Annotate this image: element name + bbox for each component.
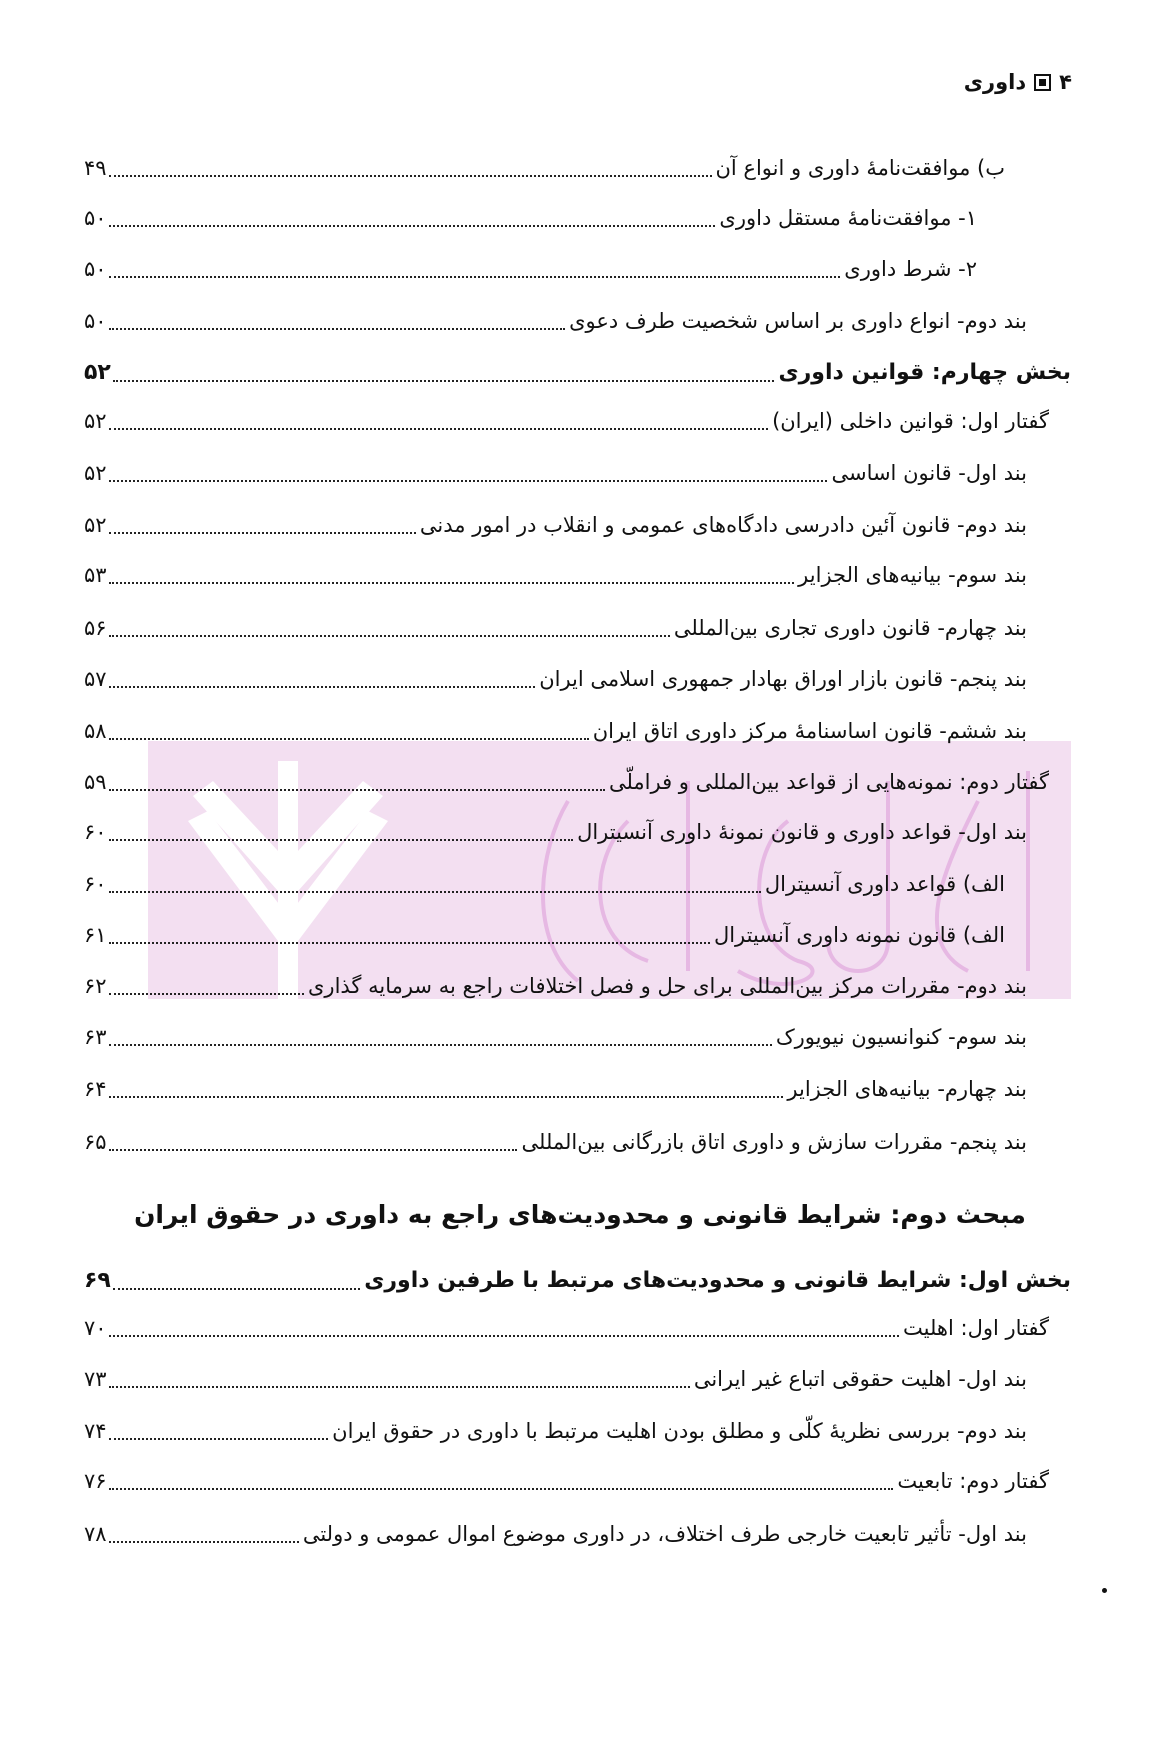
toc-entry-page: ۵۹ xyxy=(84,770,107,794)
dot-leader xyxy=(109,1438,329,1440)
toc-entry-page: ۵۰ xyxy=(84,206,107,230)
toc-entry-page: ۷۰ xyxy=(84,1316,107,1340)
toc-entry-title: بند پنجم- مقررات سازش و داوری اتاق بازرگانی بین‌المللی xyxy=(521,1130,1027,1154)
toc-entry[interactable] xyxy=(84,1124,1027,1160)
toc-entry-title: بند پنجم- قانون بازار اوراق بهادار جمهوری اسلامی ایران xyxy=(539,667,1027,691)
dot-leader xyxy=(109,738,589,740)
toc-entry[interactable] xyxy=(84,1413,1027,1449)
toc-entry[interactable] xyxy=(84,251,977,287)
dot-leader xyxy=(109,276,841,278)
dot-leader xyxy=(109,480,828,482)
toc-entry-page: ۵۳ xyxy=(84,563,107,587)
toc-entry[interactable] xyxy=(84,455,1027,491)
toc-entry-page: ۷۶ xyxy=(84,1469,107,1493)
toc-entry-title: بخش چهارم: قوانین داوری xyxy=(778,360,1071,385)
dot-leader xyxy=(109,1044,772,1046)
toc-entry-page: ۵۸ xyxy=(84,719,107,743)
toc-entry[interactable] xyxy=(84,403,1049,439)
toc-entry-title: بند دوم- قانون آئین دادرسی دادگاه‌های عمومی و انقلاب در امور مدنی xyxy=(419,513,1027,537)
toc-entry[interactable] xyxy=(84,814,1027,850)
toc-entry-title: ب) موافقت‌نامهٔ داوری و انواع آن xyxy=(715,156,1005,180)
dot-leader xyxy=(109,175,712,177)
toc-entry[interactable] xyxy=(84,1310,1049,1346)
toc-entry-page: ۵۶ xyxy=(84,616,107,640)
toc-entry-page: ۶۴ xyxy=(84,1077,107,1101)
toc-entry-title: بند دوم- مقررات مرکز بین‌المللی برای حل و فصل اختلافات راجع به سرمایه گذاری xyxy=(307,974,1027,998)
toc-entry-title: الف) قواعد داوری آنسیترال xyxy=(764,872,1005,896)
toc-entry-title: بند اول- اهلیت حقوقی اتباع غیر ایرانی xyxy=(693,1367,1027,1391)
toc-entry-title: بند چهارم- بیانیه‌های الجزایر xyxy=(787,1077,1027,1101)
toc-entry[interactable] xyxy=(84,200,977,236)
toc-entry[interactable] xyxy=(84,303,1027,339)
toc-entry[interactable] xyxy=(84,1019,1027,1055)
dot-leader xyxy=(109,839,574,841)
dot-leader xyxy=(109,789,605,791)
toc-entry-title: بند سوم- بیانیه‌های الجزایر xyxy=(798,563,1027,587)
dot-leader xyxy=(109,942,710,944)
dot-leader xyxy=(109,225,716,227)
toc-entry-title: بخش اول: شرایط قانونی و محدودیت‌های مرتبط با طرفین داوری xyxy=(364,1268,1071,1293)
dot-leader xyxy=(109,532,416,534)
toc-entry-page: ۶۰ xyxy=(84,820,107,844)
toc-entry-page: ۶۳ xyxy=(84,1025,107,1049)
toc-entry-page: ۵۲ xyxy=(84,360,111,385)
toc-entry[interactable] xyxy=(84,1071,1027,1107)
toc-entry-page: ۷۳ xyxy=(84,1367,107,1391)
toc-entry[interactable] xyxy=(84,507,1027,543)
toc-entry-page: ۵۰ xyxy=(84,257,107,281)
toc-entry[interactable] xyxy=(84,355,1071,391)
toc-entry-page: ۶۵ xyxy=(84,1130,107,1154)
toc-entry-page: ۵۲ xyxy=(84,409,107,433)
dot-leader xyxy=(109,993,304,995)
toc-entry-title: بند چهارم- قانون داوری تجاری بین‌المللی xyxy=(673,616,1027,640)
square-bullet-icon xyxy=(1034,74,1051,91)
toc-entry-title: بند دوم- بررسی نظریهٔ کلّی و مطلق بودن اهلیت مرتبط با داوری در حقوق ایران xyxy=(332,1419,1027,1443)
running-header xyxy=(964,70,1072,94)
toc-entry[interactable] xyxy=(84,713,1027,749)
toc-entry-title: گفتار دوم: نمونه‌هایی از قواعد بین‌المللی و فراملّی xyxy=(608,770,1049,794)
toc-entry-page: ۷۸ xyxy=(84,1522,107,1546)
toc-entry-page: ۴۹ xyxy=(84,156,107,180)
toc-entry-title: ۲- شرط داوری xyxy=(844,257,977,281)
toc-entry[interactable] xyxy=(84,917,1005,953)
toc-entry-page: ۶۰ xyxy=(84,872,107,896)
toc-entry-title: بند دوم- انواع داوری بر اساس شخصیت طرف دعوی xyxy=(569,309,1027,333)
dot-leader xyxy=(109,635,670,637)
toc-entry[interactable] xyxy=(84,1463,1049,1499)
toc-entry[interactable] xyxy=(84,661,1027,697)
dot-leader xyxy=(113,1288,360,1290)
toc-entry-title: بند ششم- قانون اساسنامهٔ مرکز داوری اتاق ایران xyxy=(592,719,1027,743)
page-mark-dot xyxy=(1102,1588,1107,1593)
toc-entry[interactable] xyxy=(84,1361,1027,1397)
running-title: داوری xyxy=(963,70,1027,94)
toc-entry[interactable] xyxy=(84,968,1027,1004)
dot-leader xyxy=(109,891,761,893)
toc-entry[interactable] xyxy=(84,866,1005,902)
dot-leader xyxy=(109,1386,690,1388)
dot-leader xyxy=(109,1096,784,1098)
toc-entry-page: ۶۹ xyxy=(84,1268,111,1293)
toc-entry-title: بند اول- قواعد داوری و قانون نمونهٔ داوری آنسیترال xyxy=(577,820,1027,844)
dot-leader xyxy=(109,428,769,430)
page-number: ۴ xyxy=(1059,70,1072,94)
toc-entry-page: ۶۲ xyxy=(84,974,107,998)
dot-leader xyxy=(109,328,566,330)
toc-entry[interactable] xyxy=(84,1516,1027,1552)
toc-entry-title: ۱- موافقت‌نامهٔ مستقل داوری xyxy=(719,206,977,230)
dot-leader xyxy=(109,1149,518,1151)
toc-entry[interactable] xyxy=(84,557,1027,593)
dot-leader xyxy=(109,686,536,688)
toc-entry-page: ۶۱ xyxy=(84,923,107,947)
toc-entry-title: گفتار اول: اهلیت xyxy=(903,1316,1049,1340)
dot-leader xyxy=(113,380,775,382)
dot-leader xyxy=(109,582,795,584)
toc-entry-page: ۵۷ xyxy=(84,667,107,691)
toc-entry[interactable] xyxy=(84,610,1027,646)
dot-leader xyxy=(109,1335,899,1337)
toc-entry[interactable] xyxy=(84,1263,1071,1299)
toc-entry-page: ۵۲ xyxy=(84,461,107,485)
toc-entry-page: ۵۲ xyxy=(84,513,107,537)
toc-entry-title: الف) قانون نمونه داوری آنسیترال xyxy=(713,923,1005,947)
toc-entry-page: ۷۴ xyxy=(84,1419,107,1443)
toc-entry-title: گفتار دوم: تابعیت xyxy=(897,1469,1049,1493)
toc-entry-title: بند اول- تأثیر تابعیت خارجی طرف اختلاف، در داوری موضوع اموال عمومی و دولتی xyxy=(302,1522,1027,1546)
toc-entry[interactable] xyxy=(84,150,1005,186)
toc-entry[interactable] xyxy=(84,764,1049,800)
dot-leader xyxy=(109,1488,894,1490)
section-heading: مبحث دوم: شرایط قانونی و محدودیت‌های راجع به داوری در حقوق ایران xyxy=(134,1200,1026,1229)
toc-entry-title: بند سوم- کنوانسیون نیویورک xyxy=(775,1025,1027,1049)
toc-entry-title: گفتار اول: قوانین داخلی (ایران) xyxy=(772,409,1049,433)
dot-leader xyxy=(109,1541,299,1543)
toc-entry-title: بند اول- قانون اساسی xyxy=(831,461,1027,485)
toc-entry-page: ۵۰ xyxy=(84,309,107,333)
